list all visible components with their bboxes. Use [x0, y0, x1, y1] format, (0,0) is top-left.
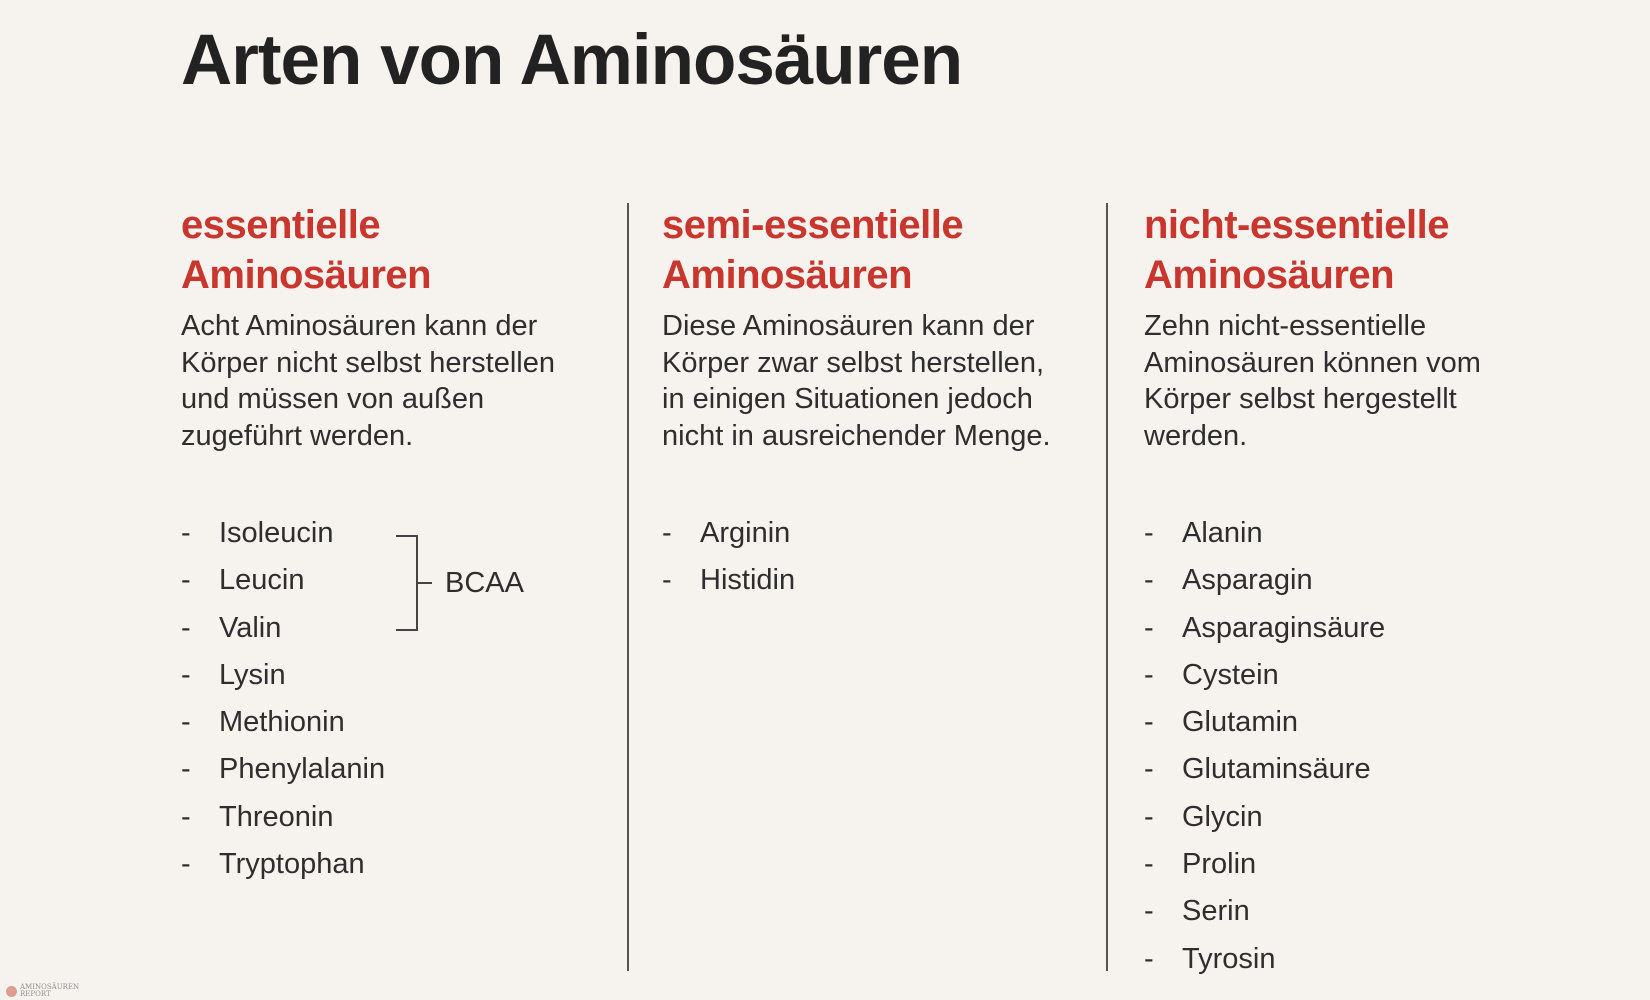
item-label: Valin: [219, 611, 282, 644]
bullet-dash: -: [181, 564, 191, 597]
bullet-dash: -: [181, 658, 191, 691]
non-essential-description: [1144, 308, 1584, 454]
list-item: [181, 510, 385, 557]
column-divider: [1106, 203, 1108, 971]
bullet-dash: -: [1144, 611, 1154, 644]
description-line: Zehn nicht-essentielle: [1144, 310, 1427, 342]
list-item: [181, 699, 385, 746]
bullet-dash: -: [1144, 658, 1154, 691]
heading-line: Aminosäuren: [1144, 253, 1395, 297]
semi-essential-heading: [662, 200, 1092, 300]
item-label: Glutamin: [1182, 706, 1299, 739]
bullet-dash: -: [1144, 942, 1154, 975]
item-label: Serin: [1182, 895, 1250, 928]
description-line: Aminosäuren können vom: [1144, 346, 1481, 379]
list-item: [181, 841, 385, 888]
bullet-dash: -: [1144, 517, 1154, 549]
item-label: Asparagin: [1182, 564, 1313, 597]
list-item: [1144, 794, 1385, 841]
list-item: [181, 746, 385, 793]
list-item: [1144, 841, 1385, 888]
bullet-dash: -: [1144, 706, 1154, 739]
bullet-dash: -: [181, 800, 191, 833]
description-line: werden.: [1144, 419, 1248, 452]
essential-description: [181, 308, 621, 454]
heading-line: Aminosäuren: [181, 253, 432, 297]
list-item: [181, 605, 385, 652]
item-label: Arginin: [700, 517, 791, 549]
column-divider: [627, 203, 629, 971]
item-label: Tyrosin: [1182, 942, 1276, 975]
item-label: Glutaminsäure: [1182, 753, 1371, 786]
item-label: Glycin: [1182, 800, 1263, 833]
item-label: Threonin: [219, 800, 334, 833]
heading-line: nicht-essentielle: [1144, 203, 1449, 247]
description-line: nicht in ausreichender Menge.: [662, 419, 1051, 452]
list-item: [1144, 936, 1385, 983]
logo-mark-icon: [6, 986, 17, 997]
semi-essential-description: [662, 308, 1092, 454]
page-title: Arten von Aminosäuren: [181, 21, 963, 100]
item-label: Methionin: [219, 706, 345, 739]
list-item: [181, 652, 385, 699]
bcaa-label: BCAA: [445, 567, 524, 599]
item-label: Phenylalanin: [219, 753, 386, 786]
essential-list: [181, 510, 385, 888]
bullet-dash: -: [181, 706, 191, 739]
description-line: Körper zwar selbst herstellen,: [662, 346, 1044, 379]
item-label: Tryptophan: [219, 848, 365, 881]
description-line: Körper selbst hergestellt: [1144, 383, 1457, 415]
heading-line: Aminosäuren: [662, 253, 913, 297]
item-label: Alanin: [1182, 517, 1263, 549]
list-item: [1144, 699, 1385, 746]
bcaa-bracket-tick: [416, 582, 432, 584]
list-item: [662, 510, 795, 557]
logo-line: AMINOSÄUREN: [20, 983, 80, 991]
brand-logo: [6, 984, 79, 998]
item-label: Leucin: [219, 564, 305, 597]
bullet-dash: -: [1144, 848, 1154, 881]
bullet-dash: -: [1144, 800, 1154, 833]
list-item: [181, 557, 385, 604]
list-item: [181, 794, 385, 841]
bullet-dash: -: [1144, 895, 1154, 928]
description-line: zugeführt werden.: [181, 419, 414, 452]
description-line: Körper nicht selbst herstellen: [181, 346, 555, 379]
non-essential-list: [1144, 510, 1385, 983]
description-line: Acht Aminosäuren kann der: [181, 310, 538, 342]
essential-heading: [181, 200, 621, 300]
non-essential-column: [1144, 200, 1584, 975]
list-item: [1144, 746, 1385, 793]
bullet-dash: -: [181, 753, 191, 786]
non-essential-heading: [1144, 200, 1584, 300]
bullet-dash: -: [1144, 753, 1154, 786]
list-item: [1144, 557, 1385, 604]
heading-line: semi-essentielle: [662, 203, 964, 247]
bullet-dash: -: [181, 848, 191, 881]
item-label: Lysin: [219, 658, 286, 691]
list-item: [662, 557, 795, 604]
list-item: [1144, 605, 1385, 652]
description-line: und müssen von außen: [181, 383, 485, 415]
heading-line: essentielle: [181, 203, 381, 247]
list-item: [1144, 652, 1385, 699]
logo-line: REPORT: [20, 990, 51, 998]
description-line: Diese Aminosäuren kann der: [662, 310, 1035, 342]
list-item: [1144, 888, 1385, 935]
bullet-dash: -: [181, 611, 191, 644]
bullet-dash: -: [1144, 564, 1154, 597]
list-item: [1144, 510, 1385, 557]
bcaa-bracket: [396, 535, 418, 631]
semi-essential-list: [662, 510, 795, 605]
bullet-dash: -: [181, 517, 191, 549]
bullet-dash: -: [662, 564, 672, 597]
semi-essential-column: [662, 200, 1092, 597]
item-label: Asparaginsäure: [1182, 611, 1386, 644]
bullet-dash: -: [662, 517, 672, 549]
item-label: Histidin: [700, 564, 796, 597]
item-label: Cystein: [1182, 658, 1279, 691]
description-line: in einigen Situationen jedoch: [662, 383, 1033, 415]
item-label: Prolin: [1182, 848, 1257, 881]
item-label: Isoleucin: [219, 517, 334, 549]
logo-text: [20, 984, 79, 998]
